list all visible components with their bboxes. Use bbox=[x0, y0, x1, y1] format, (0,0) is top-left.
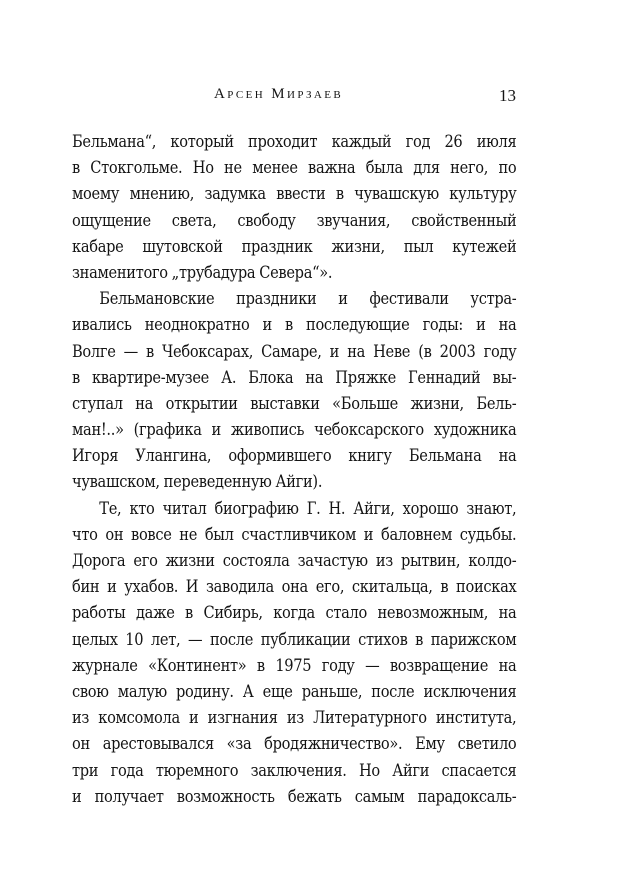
text-line: Бельмановские праздники и фестивали устра- bbox=[99, 289, 517, 309]
text-line: ман!..» (графика и живопись чебоксарского художника bbox=[72, 420, 517, 440]
text-line: из комсомола и изгнания из Литературного института, bbox=[72, 708, 517, 728]
text-line: бин и ухабов. И заводила она его, скитальца, в поисках bbox=[72, 577, 517, 597]
text-line: Игоря Улангина, оформившего книгу Бельмана на bbox=[72, 446, 517, 466]
text-line: что он вовсе не был счастливчиком и баловнем судьбы. bbox=[72, 524, 517, 544]
text-line: моему мнению, задумка ввести в чувашскую культуру bbox=[72, 184, 517, 204]
text-line: Дорога его жизни состояла зачастую из рытвин, колдо- bbox=[72, 551, 517, 570]
text-line: чувашском, переведенную Айги). bbox=[72, 472, 323, 492]
text-line: в Стокгольме. Но не менее важна была для него, по bbox=[72, 158, 517, 178]
text-line: ступал на открытии выставки «Больше жизни, Бель- bbox=[72, 393, 517, 413]
text-line: знаменитого „трубадура Севера“». bbox=[72, 262, 333, 282]
text-line: и получает возможность бежать самым парадоксаль- bbox=[72, 786, 517, 806]
text-line: ощущение света, свободу звучания, свойственный bbox=[72, 210, 517, 230]
text-line: кабаре шутовской праздник жизни, пыл кутежей bbox=[72, 236, 517, 256]
text-line: он арестовывался «за бродяжничество». Ему светило bbox=[72, 734, 517, 754]
page-number: 13 bbox=[499, 86, 516, 105]
text-line: журнале «Континент» в 1975 году — возвращение на bbox=[72, 655, 517, 675]
text-line: три года тюремного заключения. Но Айги спасается bbox=[72, 760, 517, 780]
text-line: целых 10 лет, — после публикации стихов в парижском bbox=[72, 629, 517, 649]
running-head-author: Арсен Мирзаев bbox=[214, 86, 344, 102]
text-line: работы даже в Сибирь, когда стало невозможным, на bbox=[72, 603, 517, 623]
running-header bbox=[72, 86, 516, 110]
text-line: Волге — в Чебоксарах, Самаре, и на Неве (в 2003 году bbox=[72, 341, 517, 361]
text-line: свою малую родину. А еще раньше, после исключения bbox=[72, 681, 517, 701]
text-line: Бельмана“, который проходит каждый год 26 июля bbox=[72, 132, 517, 151]
body-text bbox=[72, 129, 516, 810]
text-line: ивались неоднократно и в последующие годы: и на bbox=[72, 315, 517, 335]
text-line: в квартире-музее А. Блока на Пряжке Геннадий вы- bbox=[72, 367, 517, 387]
text-line: Те, кто читал биографию Г. Н. Айги, хорошо знают, bbox=[99, 498, 517, 518]
